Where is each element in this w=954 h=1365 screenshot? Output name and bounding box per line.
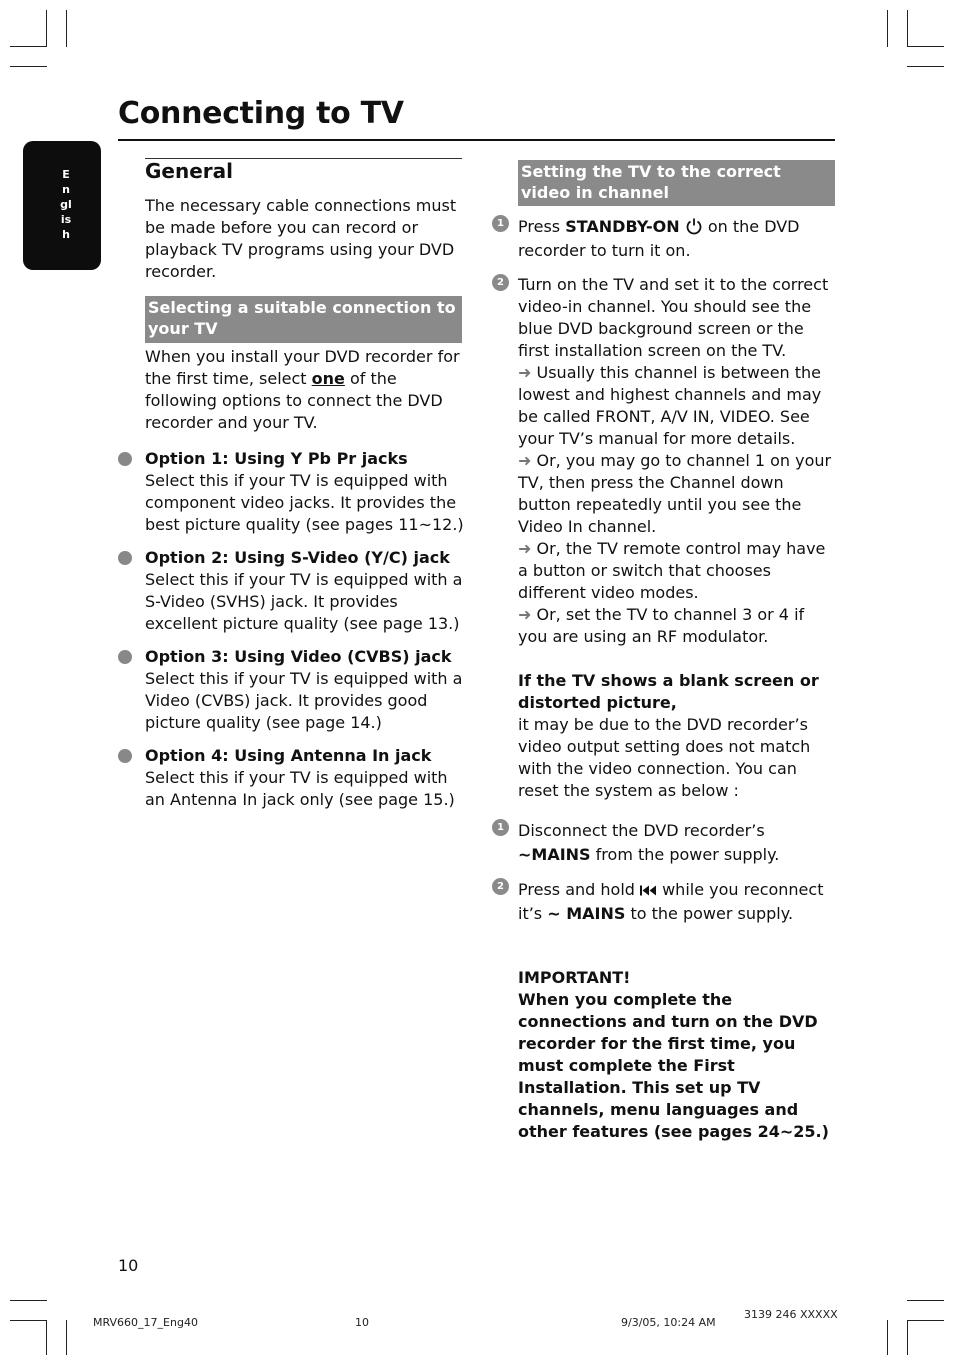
- step-number-icon: 1: [492, 819, 509, 836]
- bullet-icon: [118, 551, 132, 565]
- important-heading: IMPORTANT!: [518, 968, 631, 987]
- standby-key: STANDBY-ON: [565, 217, 680, 236]
- power-icon: [685, 217, 703, 235]
- crop-mark: [907, 1320, 944, 1321]
- bullet-icon: [118, 650, 132, 664]
- crop-mark: [907, 1300, 944, 1301]
- footer-code: 3139 246 XXXXX: [744, 1308, 838, 1321]
- footer-page: 10: [355, 1316, 369, 1329]
- setting-step-1: [518, 215, 836, 263]
- footer-file: MRV660_17_Eng40: [93, 1316, 198, 1329]
- intro-text: When you install your DVD recorder for the first time, select: [145, 347, 460, 388]
- step-text-end: on the DVD recorder to turn it on.: [518, 217, 800, 260]
- option-title: Option 3: Using Video (CVBS) jack: [145, 647, 452, 666]
- step-text: Disconnect the DVD recorder’s: [518, 821, 765, 840]
- step-note: [518, 604, 836, 648]
- option-body: Select this if your TV is equipped with a Video (CVBS) jack. It provides good picture quality (see page 14.): [145, 669, 463, 732]
- crop-mark: [887, 1320, 888, 1355]
- option-item: [145, 448, 465, 536]
- option-body: Select this if your TV is equipped with an Antenna In jack only (see page 15.): [145, 768, 455, 809]
- step-text-end: to the power supply.: [630, 904, 794, 923]
- crop-mark: [10, 1300, 47, 1301]
- setting-step-2: [518, 274, 836, 648]
- selecting-heading: Selecting a suitable connection to your TV: [145, 296, 462, 343]
- crop-mark: [907, 46, 944, 47]
- reset-step-1: [518, 819, 836, 867]
- blank-screen-body: it may be due to the DVD recorder’s video output setting does not match with the video connection. You can reset the system as below :: [518, 715, 811, 800]
- arrow-icon: ➜: [518, 451, 532, 470]
- option-item: [145, 745, 465, 811]
- title-rule: [118, 139, 835, 141]
- step-note: [518, 362, 836, 450]
- language-tab: [23, 141, 101, 270]
- important-section: [518, 967, 838, 1143]
- note-text: Usually this channel is between the lowest and highest channels and may be called FRONT, A/V IN, VIDEO. See your TV’s manual for more details.: [518, 363, 822, 448]
- crop-mark: [907, 1320, 908, 1355]
- page-title: Connecting to TV: [118, 96, 404, 131]
- arrow-icon: ➜: [518, 363, 532, 382]
- crop-mark: [66, 1320, 67, 1355]
- crop-mark: [10, 46, 47, 47]
- crop-mark: [46, 1320, 47, 1355]
- crop-mark: [907, 66, 944, 67]
- note-text: Or, you may go to channel 1 on your TV, then press the Channel down button repeatedly until you see the Video In channel.: [518, 451, 832, 536]
- bullet-icon: [118, 452, 132, 466]
- crop-mark: [66, 10, 67, 47]
- mains-key: ~ MAINS: [547, 904, 626, 923]
- arrow-icon: ➜: [518, 605, 532, 624]
- option-item: [145, 646, 465, 734]
- blank-screen-heading: If the TV shows a blank screen or distorted picture,: [518, 671, 819, 712]
- mains-key: ~MAINS: [518, 845, 591, 864]
- step-text-middle: while you reconnect it’s: [518, 880, 824, 923]
- step-number-icon: 2: [492, 878, 509, 895]
- crop-mark: [10, 66, 47, 67]
- selecting-intro: [145, 346, 465, 434]
- option-item: [145, 547, 465, 635]
- step-note: [518, 538, 836, 604]
- step-text: Press: [518, 217, 566, 236]
- intro-text-end: of the following options to connect the DVD recorder and your TV.: [145, 369, 443, 432]
- option-title: Option 4: Using Antenna In jack: [145, 746, 432, 765]
- general-heading: General: [145, 159, 233, 183]
- crop-mark: [10, 1320, 47, 1321]
- arrow-icon: ➜: [518, 539, 532, 558]
- step-note: [518, 450, 836, 538]
- option-title: Option 1: Using Y Pb Pr jacks: [145, 449, 408, 468]
- step-number-icon: 1: [492, 215, 509, 232]
- footer-date: 9/3/05, 10:24 AM: [621, 1316, 716, 1329]
- important-body: When you complete the connections and turn on the DVD recorder for the first time, you must complete the First Installation. This set up TV channels, menu languages and other features (see pages 24~25.): [518, 990, 829, 1141]
- crop-mark: [907, 10, 908, 47]
- note-text: Or, the TV remote control may have a button or switch that chooses different video modes.: [518, 539, 826, 602]
- option-title: Option 2: Using S-Video (Y/C) jack: [145, 548, 450, 567]
- blank-screen-section: [518, 670, 836, 802]
- option-body: Select this if your TV is equipped with component video jacks. It provides the best picture quality (see pages 11~12.): [145, 471, 464, 534]
- option-body: Select this if your TV is equipped with a S-Video (SVHS) jack. It provides excellent picture quality (see page 13.): [145, 570, 463, 633]
- crop-mark: [46, 10, 47, 47]
- bullet-icon: [118, 749, 132, 763]
- intro-emphasis: one: [311, 369, 345, 388]
- step-text-end: from the power supply.: [595, 845, 780, 864]
- reset-step-2: [518, 878, 836, 926]
- step-number-icon: 2: [492, 274, 509, 291]
- step-text: Press and hold: [518, 880, 640, 899]
- crop-mark: [887, 10, 888, 47]
- step-text: Turn on the TV and set it to the correct video-in channel. You should see the blue DVD background screen or the first installation screen on the TV.: [518, 275, 829, 360]
- page-number: 10: [118, 1256, 139, 1275]
- setting-heading: Setting the TV to the correct video in channel: [518, 160, 835, 206]
- previous-icon: [640, 885, 657, 896]
- language-tab-label: English: [60, 168, 72, 241]
- note-text: Or, set the TV to channel 3 or 4 if you are using an RF modulator.: [518, 605, 805, 646]
- general-body: The necessary cable connections must be made before you can record or playback TV programs using your DVD recorder.: [145, 196, 457, 281]
